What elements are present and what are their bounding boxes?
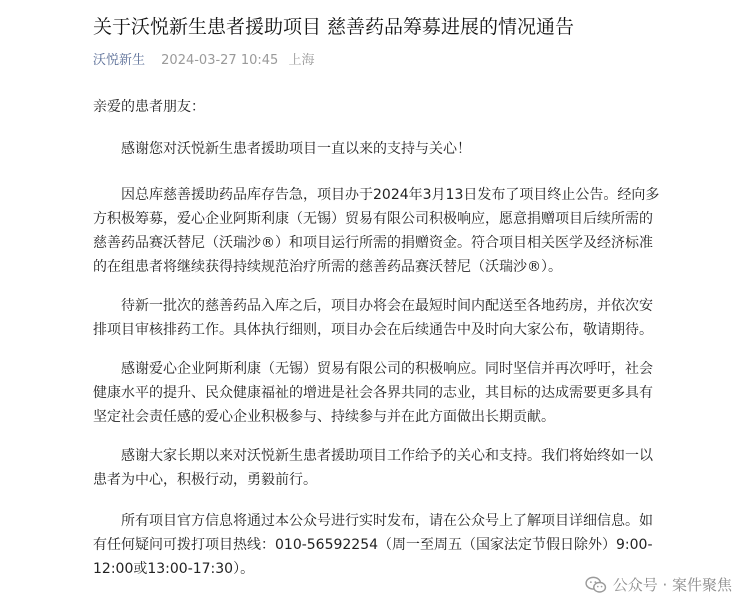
watermark bbox=[585, 574, 732, 595]
author-link[interactable]: 沃悦新生 bbox=[93, 53, 146, 68]
paragraph-gratitude: 感谢大家长期以来对沃悦新生患者援助项目工作给予的关心和支持。我们将始终如一以患者为中心，积极行动，勇毅前行。 bbox=[93, 448, 653, 488]
paragraph-thanks: 感谢您对沃悦新生患者援助项目一直以来的支持与关心！ bbox=[121, 141, 471, 157]
paragraph-distribution: 待新一批次的慈善药品入库之后，项目办将会在最短时间内配送至各地药房，并依次安排项目审核排药工作。具体执行细则，项目办会在后续通告中及时向大家公布，敬请期待。 bbox=[93, 298, 653, 338]
watermark-text: 公众号 · 案件聚焦 bbox=[612, 576, 732, 594]
paragraph-appeal: 感谢爱心企业阿斯利康（无锡）贸易有限公司的积极响应。同时坚信并再次呼吁，社会健康水平的提升、民众健康福祉的增进是社会各界共同的志业，其目标的达成需要更多具有坚定社会责任感的爱心企业积极参与、持续参与并在此方面做出长期贡献。 bbox=[93, 361, 653, 425]
paragraph-contact: 所有项目官方信息将通过本公众号进行实时发布，请在公众号上了解项目详细信息。如有任何疑问可拨打项目热线：010-56592254（周一至周五（国家法定节假日除外）9:00-12:00或13:00-17:30）。 bbox=[93, 513, 653, 577]
article-title: 关于沃悦新生患者援助项目 慈善药品筹募进展的情况通告 bbox=[93, 16, 575, 38]
greeting: 亲爱的患者朋友： bbox=[93, 99, 205, 115]
paragraph-fundraising: 因总库慈善援助药品库存告急，项目办于2024年3月13日发布了项目终止公告。经向多方积极筹募，爱心企业阿斯利康（无锡）贸易有限公司积极响应，愿意捐赠项目后续所需的慈善药品赛沃替尼（沃瑞沙®）和项目运行所需的捐赠资金。符合项目相关医学及经济标准的在组患者将继续获得持续规范治疗所需的慈善药品赛沃替尼（沃瑞沙®）。 bbox=[93, 187, 660, 275]
article-meta bbox=[93, 52, 314, 70]
wechat-icon bbox=[585, 576, 607, 594]
publish-location: 上海 bbox=[288, 53, 315, 68]
publish-date: 2024-03-27 10:45 bbox=[161, 53, 279, 68]
